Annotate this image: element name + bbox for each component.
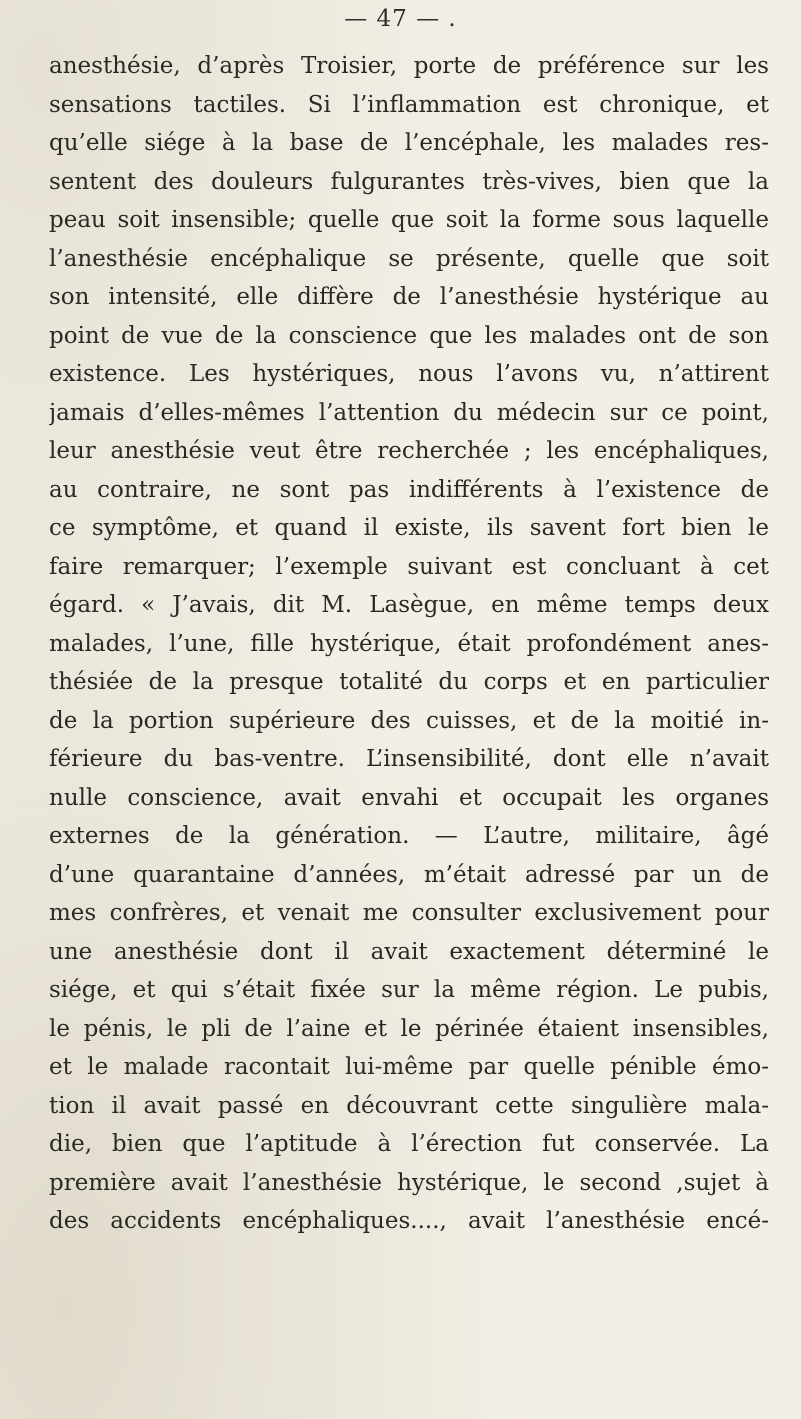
text-line: l’anesthésie encéphalique se présente, quelle que soit bbox=[49, 245, 769, 272]
text-line: qu’elle siége à la base de l’encéphale, les malades res- bbox=[49, 130, 769, 156]
text-line: thésiée de la presque totalité du corps et en particulier bbox=[49, 669, 769, 695]
text-line: leur anesthésie veut être recherchée ; les encéphaliques, bbox=[49, 438, 769, 464]
text-line: le pénis, le pli de l’aine et le périnée étaient insensibles, bbox=[49, 1015, 769, 1042]
text-line: de la portion supérieure des cuisses, et de la moitié in- bbox=[49, 707, 769, 734]
text-line: faire remarquer; l’exemple suivant est concluant à cet bbox=[49, 553, 769, 580]
text-line: point de vue de la conscience que les malades ont de son bbox=[49, 322, 769, 349]
text-line: férieure du bas-ventre. L’insensibilité, dont elle n’avait bbox=[49, 746, 769, 772]
text-line: existence. Les hystériques, nous l’avons vu, n’attirent bbox=[49, 361, 769, 387]
text-line: tion il avait passé en découvrant cette singulière mala- bbox=[49, 1092, 769, 1119]
text-line: première avait l’anesthésie hystérique, le second ,sujet à bbox=[49, 1169, 769, 1196]
text-line: die, bien que l’aptitude à l’érection fut conservée. La bbox=[49, 1131, 769, 1157]
text-line: et le malade racontait lui-même par quelle pénible émo- bbox=[49, 1054, 769, 1080]
text-line: sentent des douleurs fulgurantes très-vives, bien que la bbox=[49, 168, 769, 195]
text-line: mes confrères, et venait me consulter exclusivement pour bbox=[49, 900, 769, 926]
text-line: au contraire, ne sont pas indifférents à l’existence de bbox=[49, 476, 769, 503]
text-line: jamais d’elles-mêmes l’attention du médecin sur ce point, bbox=[49, 399, 769, 426]
text-line: des accidents encéphaliques...., avait l’anesthésie encé- bbox=[49, 1208, 769, 1234]
text-line: égard. « J’avais, dit M. Lasègue, en même temps deux bbox=[49, 592, 769, 618]
text-line: ce symptôme, et quand il existe, ils savent fort bien le bbox=[49, 515, 769, 541]
text-line: peau soit insensible; quelle que soit la forme sous laquelle bbox=[49, 207, 769, 233]
text-line: siége, et qui s’était fixée sur la même région. Le pubis, bbox=[49, 977, 769, 1003]
text-line: d’une quarantaine d’années, m’était adressé par un de bbox=[49, 861, 769, 888]
page-number: — 47 — . bbox=[344, 6, 457, 32]
text-line: externes de la génération. — L’autre, militaire, âgé bbox=[49, 823, 769, 849]
text-line: nulle conscience, avait envahi et occupait les organes bbox=[49, 784, 769, 811]
body-text bbox=[49, 47, 769, 1241]
text-line: sensations tactiles. Si l’inflammation est chronique, et bbox=[49, 91, 769, 118]
text-line: anesthésie, d’après Troisier, porte de préférence sur les bbox=[49, 53, 769, 79]
text-line: une anesthésie dont il avait exactement déterminé le bbox=[49, 938, 769, 965]
text-line: malades, l’une, fille hystérique, était profondément anes- bbox=[49, 630, 769, 657]
text-line: son intensité, elle diffère de l’anesthésie hystérique au bbox=[49, 284, 769, 310]
